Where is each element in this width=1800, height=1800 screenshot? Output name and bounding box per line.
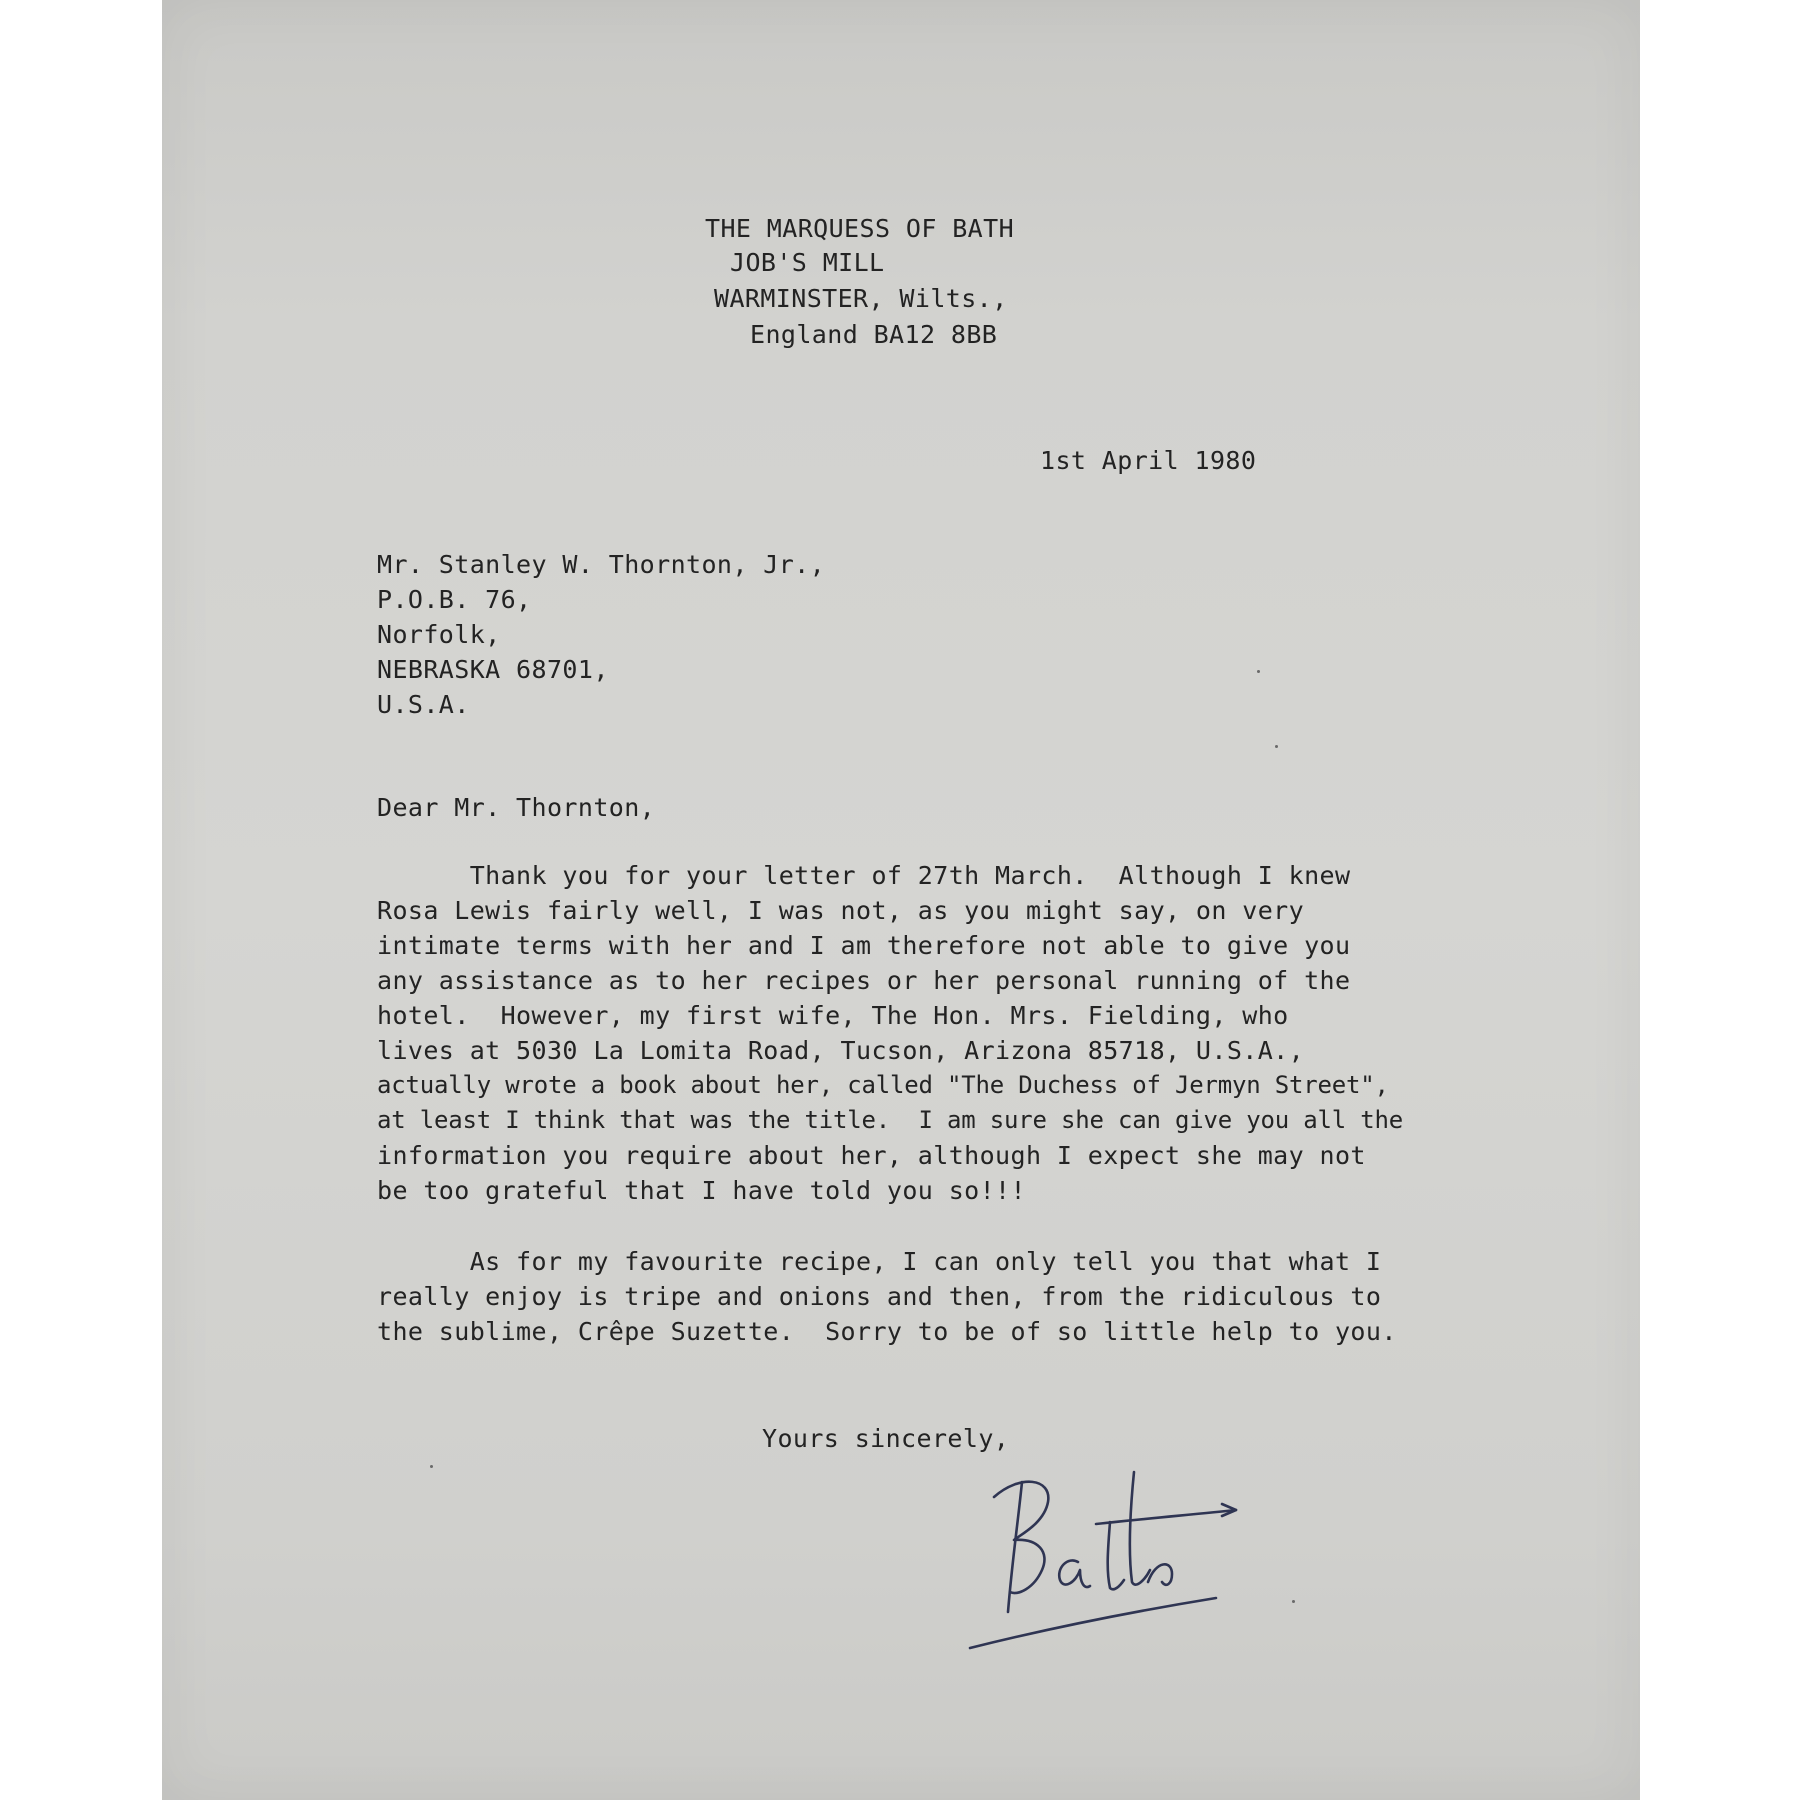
paper-speck [1257, 670, 1260, 673]
paper-speck [430, 1465, 433, 1468]
letter-paper [162, 0, 1640, 1800]
recipient-line: U.S.A. [377, 690, 470, 719]
body-line: actually wrote a book about her, called "The Duchess of Jermyn Street", [377, 1071, 1389, 1099]
body-line: Thank you for your letter of 27th March. Although I knew [377, 861, 1351, 890]
body-line: at least I think that was the title. I am sure she can give you all the [377, 1106, 1403, 1134]
letterhead-name: THE MARQUESS OF BATH [705, 214, 1015, 243]
body-line: lives at 5030 La Lomita Road, Tucson, Arizona 85718, U.S.A., [377, 1036, 1305, 1065]
letter-date: 1st April 1980 [1040, 446, 1257, 475]
body-line: information you require about her, although I expect she may not [377, 1141, 1366, 1170]
body-line: the sublime, Crêpe Suzette. Sorry to be of so little help to you. [377, 1317, 1397, 1346]
handwritten-signature [910, 1452, 1240, 1652]
letterhead-town: WARMINSTER, Wilts., [714, 284, 1008, 313]
recipient-line: NEBRASKA 68701, [377, 655, 609, 684]
body-line: As for my favourite recipe, I can only tell you that what I [377, 1247, 1382, 1276]
body-line: hotel. However, my first wife, The Hon. Mrs. Fielding, who [377, 1001, 1289, 1030]
letterhead-postcode: England BA12 8BB [750, 320, 998, 349]
salutation: Dear Mr. Thornton, [377, 793, 656, 822]
body-line: really enjoy is tripe and onions and then, from the ridiculous to [377, 1282, 1382, 1311]
paper-speck [1275, 745, 1278, 748]
recipient-line: P.O.B. 76, [377, 585, 532, 614]
body-line: any assistance as to her recipes or her personal running of the [377, 966, 1351, 995]
recipient-line: Norfolk, [377, 620, 501, 649]
letterhead-house: JOB'S MILL [730, 248, 885, 277]
body-line: Rosa Lewis fairly well, I was not, as you might say, on very [377, 896, 1305, 925]
body-line: intimate terms with her and I am therefore not able to give you [377, 931, 1351, 960]
paper-speck [1292, 1600, 1295, 1603]
closing: Yours sincerely, [762, 1424, 1010, 1453]
body-line: be too grateful that I have told you so!!! [377, 1176, 1026, 1205]
recipient-line: Mr. Stanley W. Thornton, Jr., [377, 550, 826, 579]
